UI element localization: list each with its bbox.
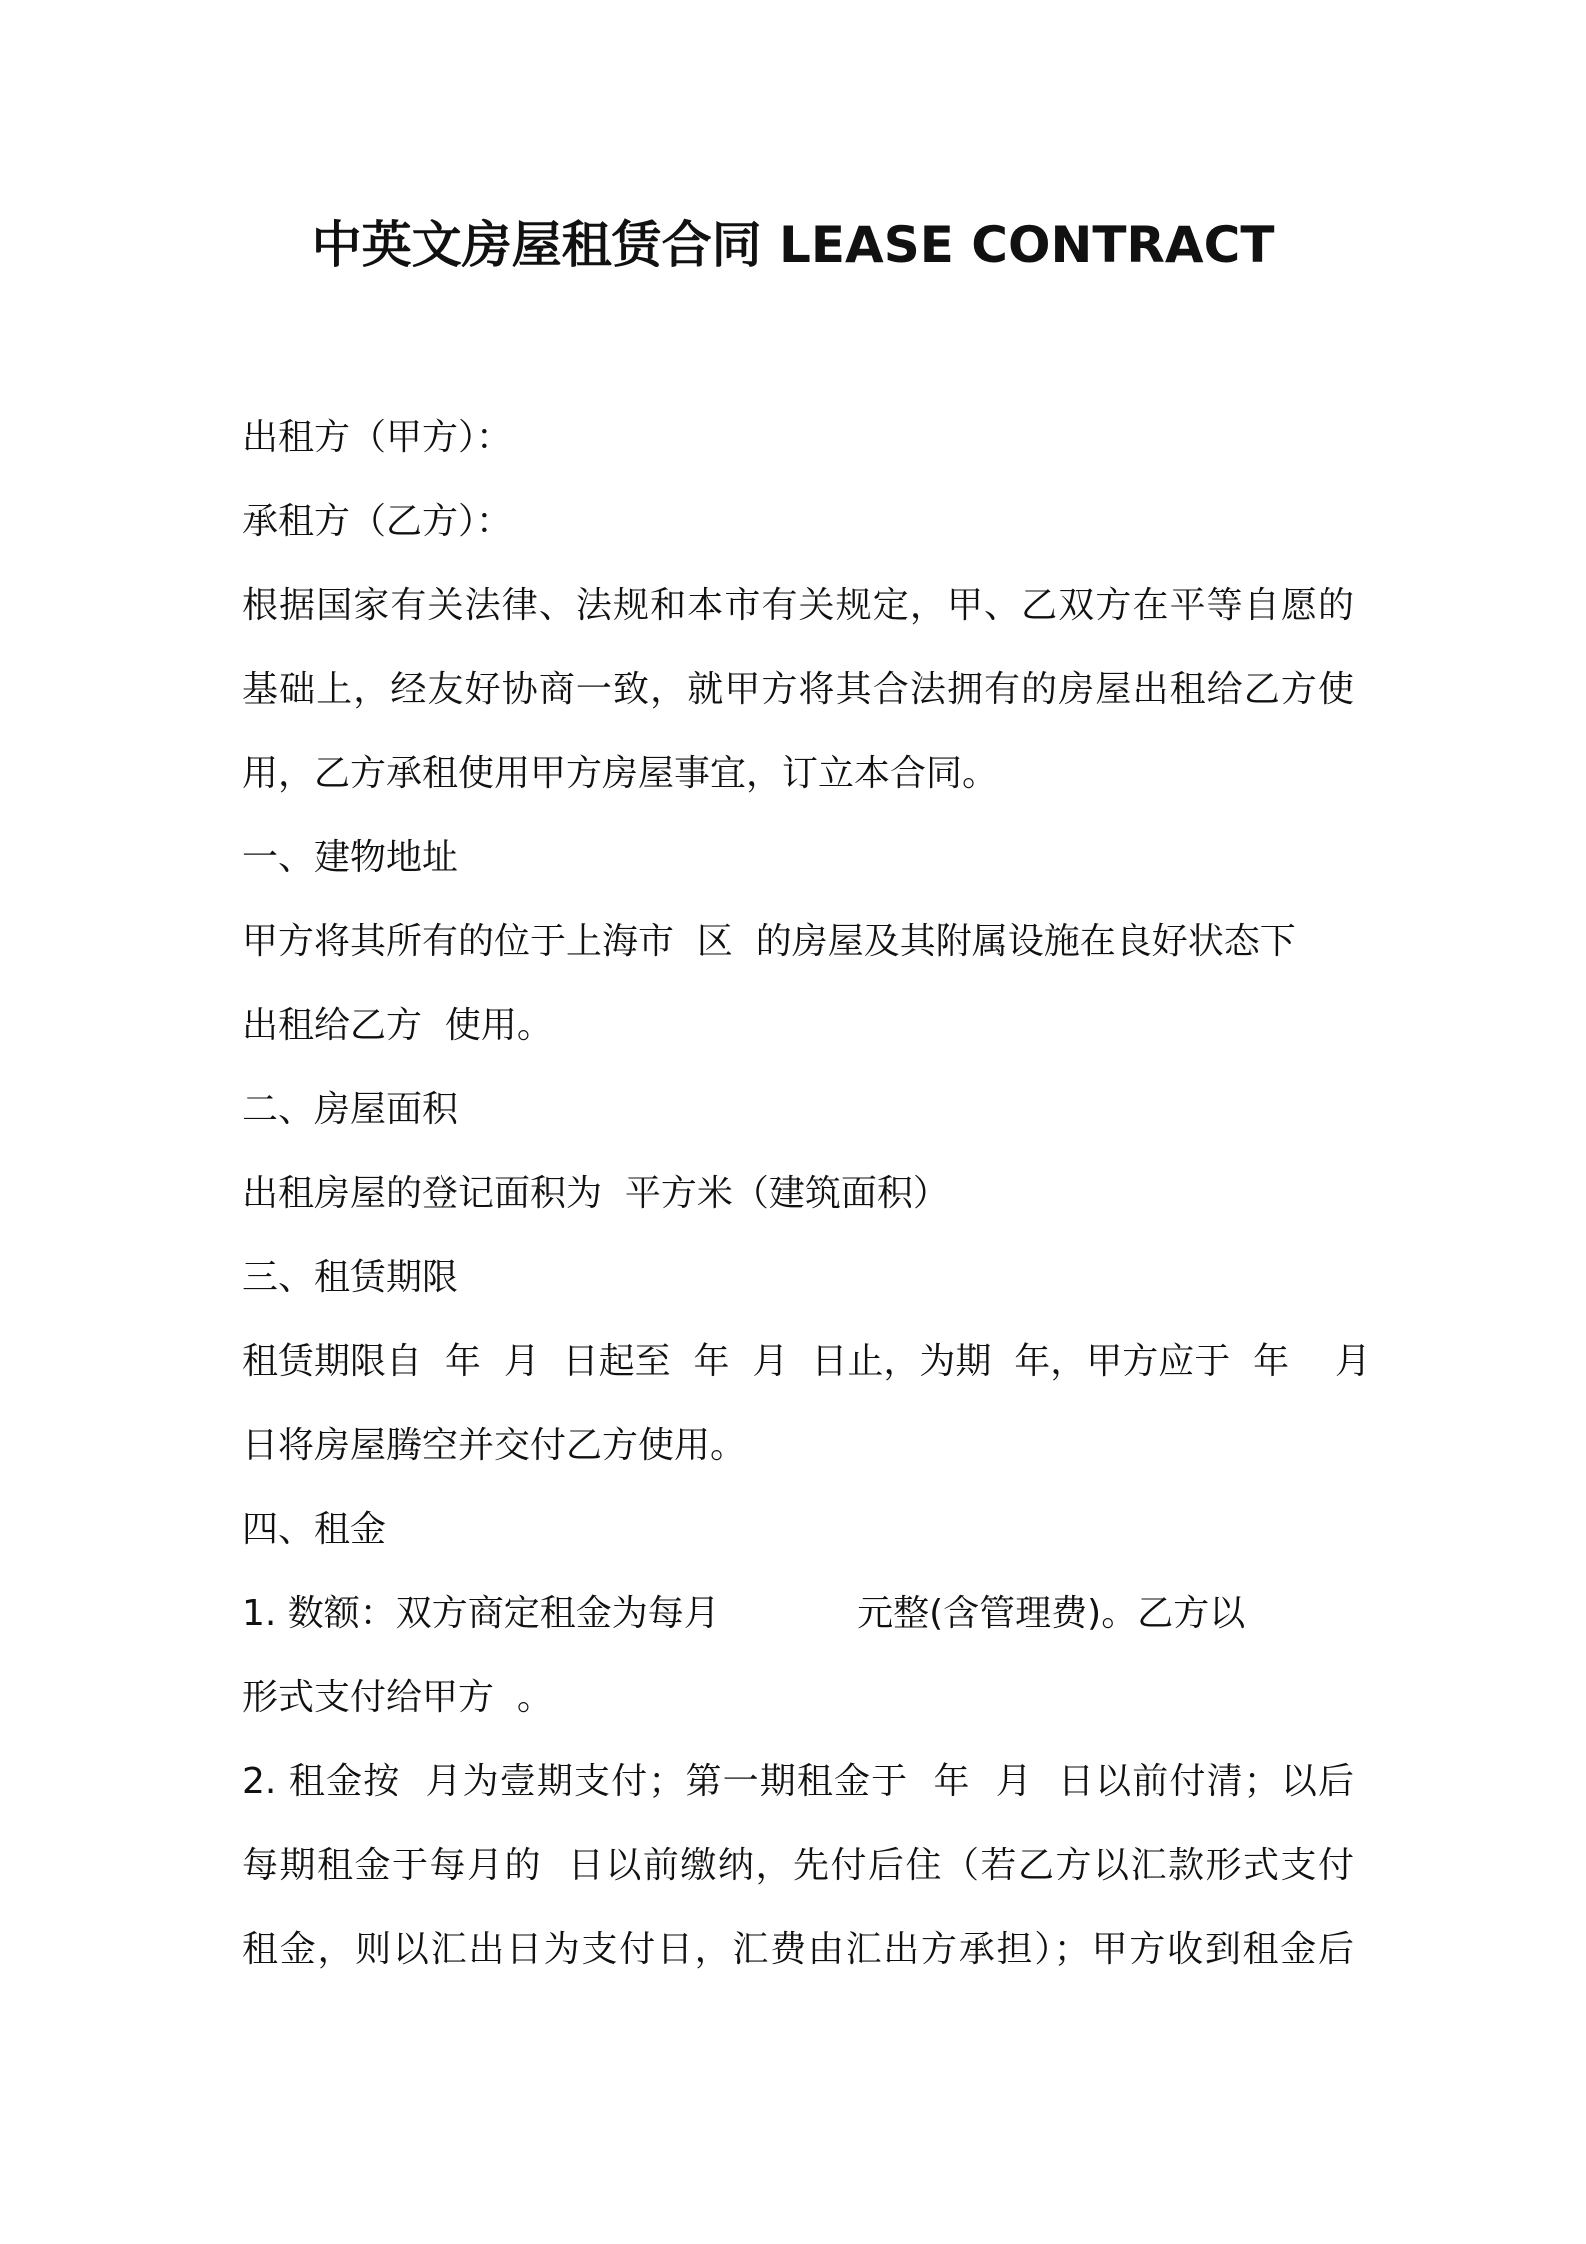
preamble-line-1: 根据国家有关法律、法规和本市有关规定，甲、乙双方在平等自愿的: [242, 585, 1354, 626]
lessor-line: 出租方（甲方）：: [242, 417, 513, 458]
section-heading-area: 二、房屋面积: [242, 1089, 459, 1130]
section-heading-term: 三、租赁期限: [242, 1257, 459, 1298]
address-line-1: 甲方将其所有的位于上海市 区 的房屋及其附属设施在良好状态下: [242, 921, 1296, 962]
preamble-line-3: 用，乙方承租使用甲方房屋事宜，订立本合同。: [242, 753, 999, 794]
section-heading-rent: 四、租金: [242, 1509, 387, 1550]
rent-payment-line-3: 租金，则以汇出日为支付日，汇费由汇出方承担）；甲方收到租金后: [242, 1929, 1354, 1970]
rent-amount-line-1: 1. 数额：双方商定租金为每月 元整(含管理费)。乙方以: [242, 1593, 1246, 1634]
area-line: 出租房屋的登记面积为 平方米（建筑面积）: [242, 1173, 949, 1214]
rent-amount-line-2: 形式支付给甲方 。: [242, 1677, 553, 1718]
preamble-line-2: 基础上，经友好协商一致，就甲方将其合法拥有的房屋出租给乙方使: [242, 669, 1354, 710]
address-line-2: 出租给乙方 使用。: [242, 1005, 553, 1046]
rent-payment-line-2: 每期租金于每月的 日以前缴纳，先付后住（若乙方以汇款形式支付: [242, 1845, 1354, 1886]
rent-payment-line-1: 2. 租金按 月为壹期支付；第一期租金于 年 月 日以前付清；以后: [242, 1761, 1354, 1802]
document-title: 中英文房屋租赁合同 LEASE CONTRACT: [311, 216, 1275, 274]
term-line-1: 租赁期限自 年 月 日起至 年 月 日止，为期 年，甲方应于 年 月: [242, 1341, 1371, 1382]
term-line-2: 日将房屋腾空并交付乙方使用。: [242, 1425, 747, 1466]
lessee-line: 承租方（乙方）：: [242, 501, 513, 542]
section-heading-address: 一、建物地址: [242, 837, 459, 878]
